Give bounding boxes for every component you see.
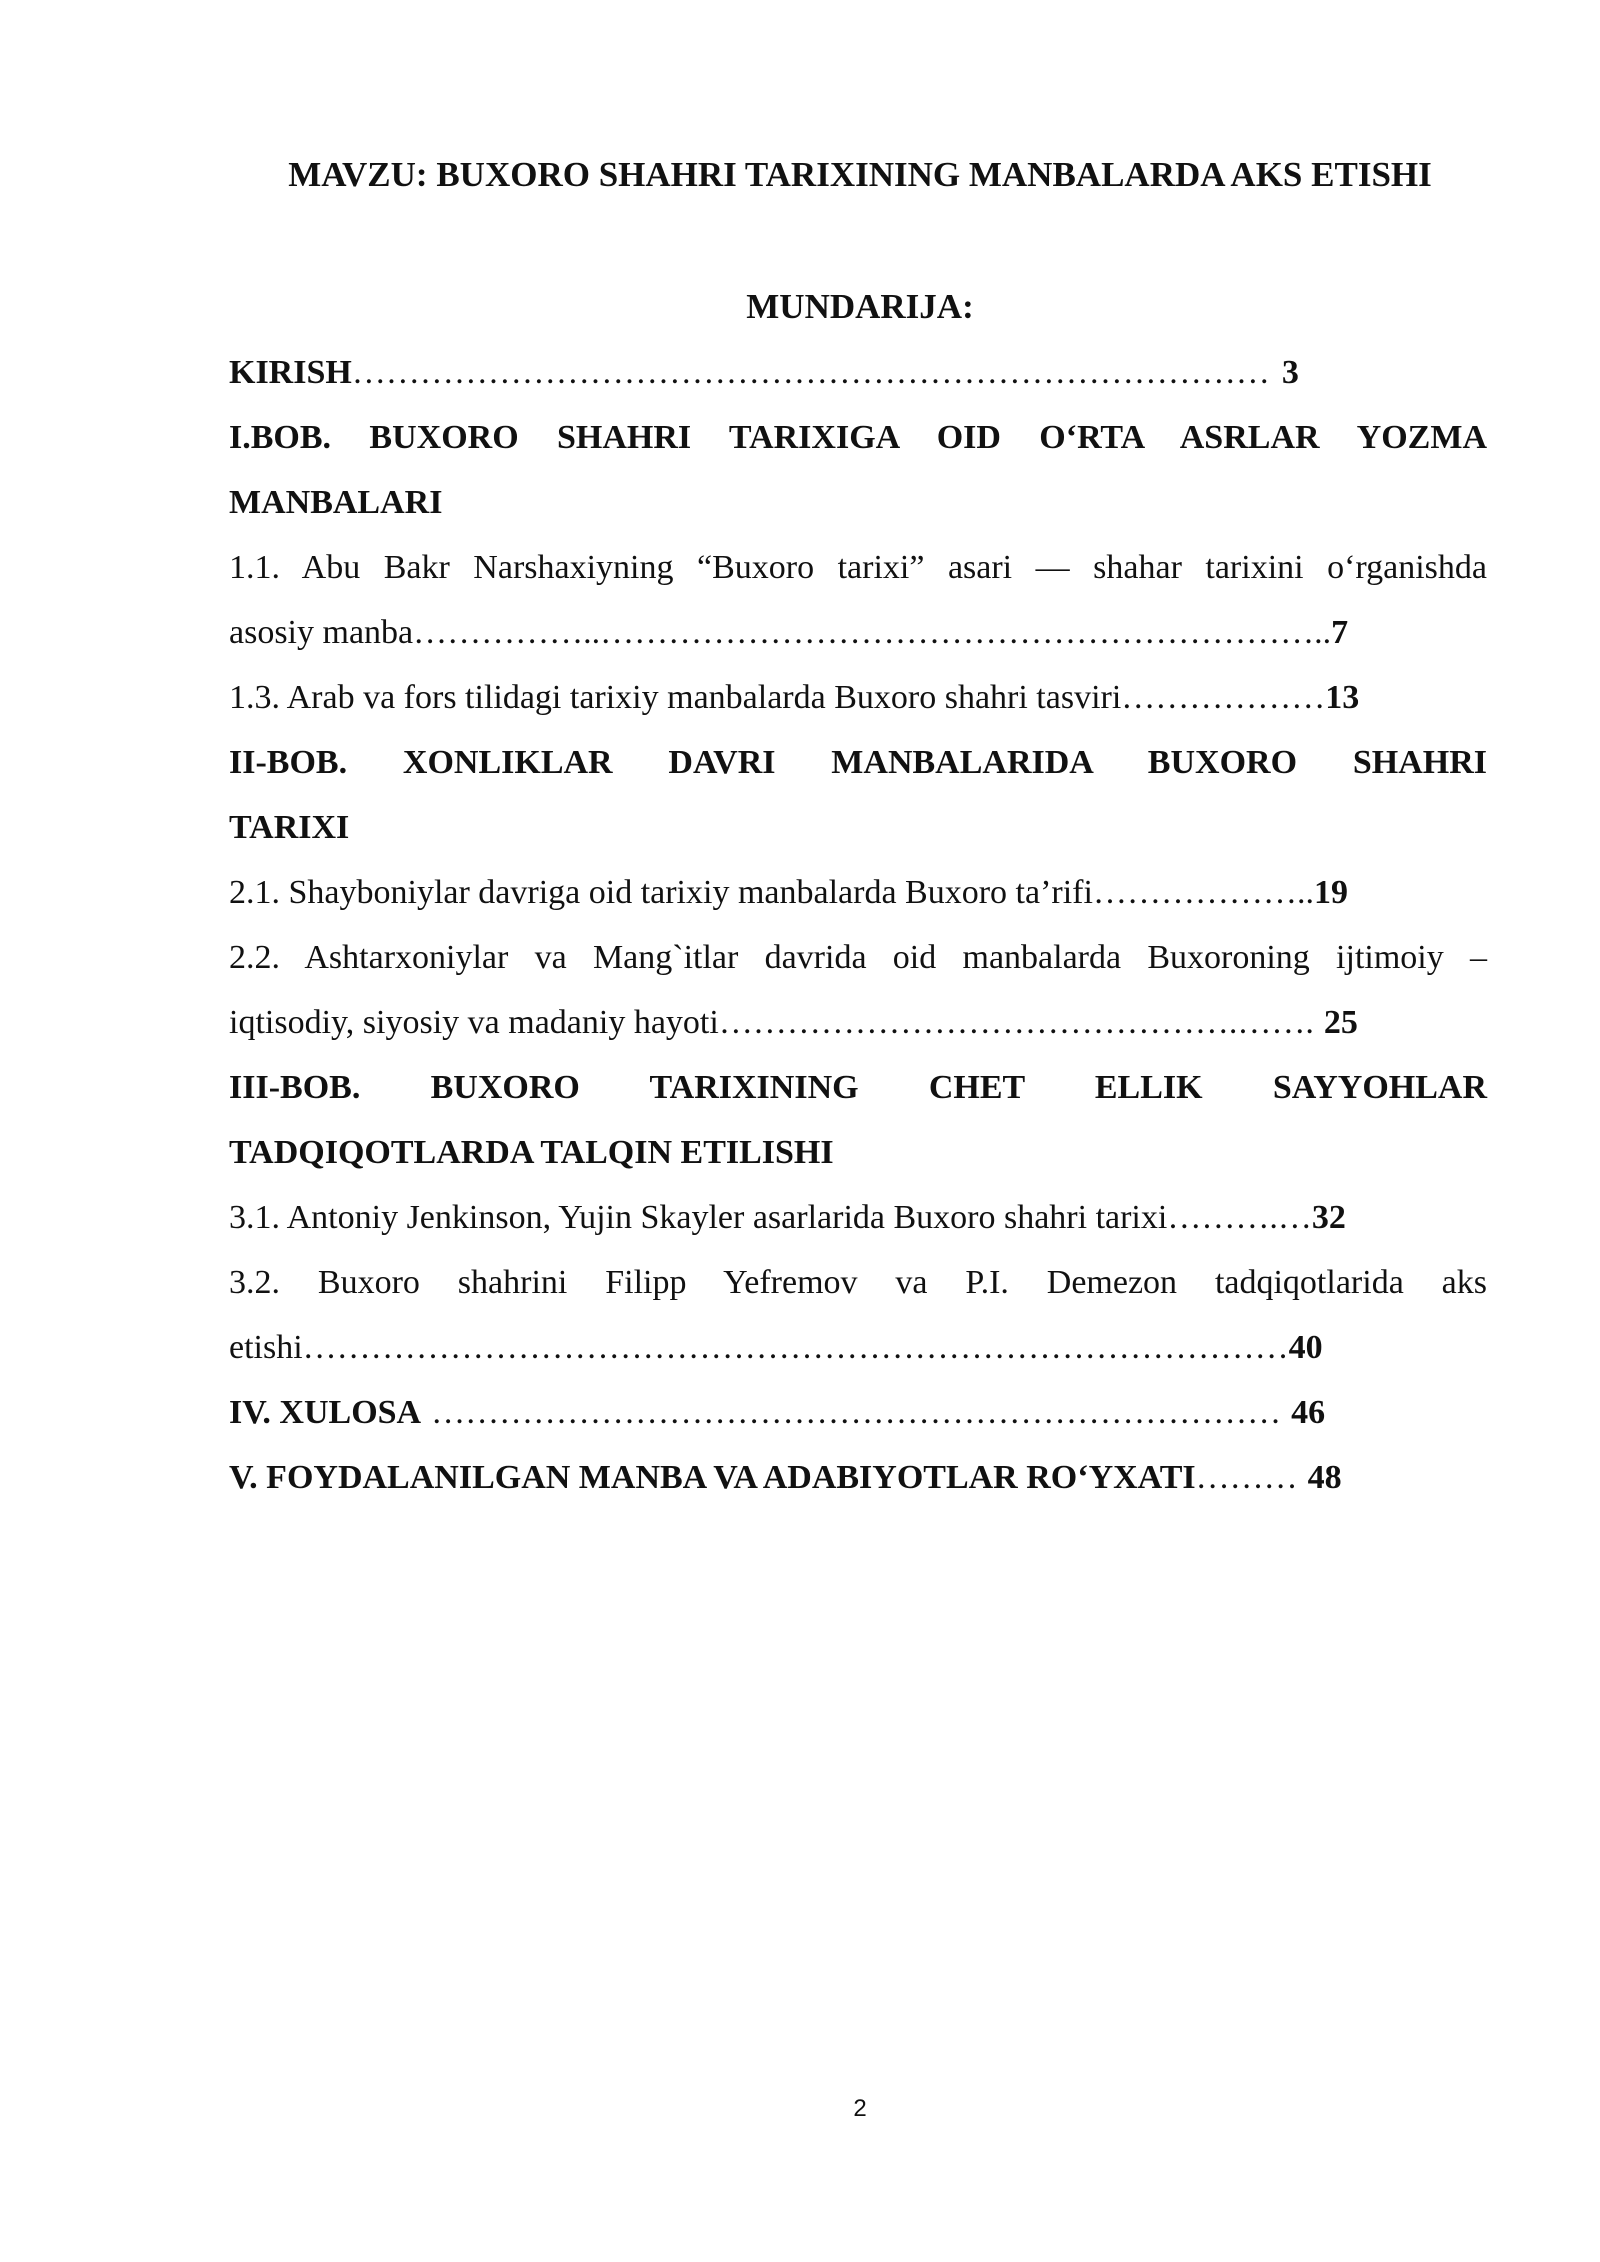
toc-section-title: 1.3. Arab va fors tilidagi tarixiy manbalarda Buxoro shahri tasviri <box>229 679 1122 716</box>
toc-leader-dots: ……………………………………………………………………… <box>351 354 1270 391</box>
toc-leader-dots: ……….… <box>1167 1199 1312 1236</box>
toc-page-number: 32 <box>1311 1199 1346 1236</box>
toc-section-title: 3.2. Buxoro shahrini Filipp Yefremov va P.I. Demezon tadqiqotlarida aks <box>229 1264 1487 1301</box>
toc-entry-adabiyotlar <box>229 1445 1487 1510</box>
toc-section-title: 2.2. Ashtarxoniylar va Mang`itlar davrida oid manbalarda Buxoroning ijtimoiy – <box>229 939 1487 976</box>
toc-section-title-continued: iqtisodiy, siyosiy va madaniy hayoti <box>229 1004 719 1041</box>
toc-section-title: 1.1. Abu Bakr Narshaxiyning “Buxoro tarixi” asari — shahar tarixini o‘rganishda <box>229 549 1487 586</box>
toc-page-number: 25 <box>1323 1004 1358 1041</box>
toc-leader-dots: …………………………………………………………………………… <box>302 1329 1289 1366</box>
toc-chapter-title: III-BOB. BUXORO TARIXINING CHET ELLIK SAYYOHLAR <box>229 1069 1487 1106</box>
toc-entry-xulosa <box>229 1380 1487 1445</box>
toc-section-3-2 <box>229 1250 1487 1380</box>
toc-chapter-title: II-BOB. XONLIKLAR DAVRI MANBALARIDA BUXORO SHAHRI <box>229 744 1487 781</box>
toc-section-title: 3.1. Antoniy Jenkinson, Yujin Skayler asarlarida Buxoro shahri tarixi <box>229 1199 1168 1236</box>
toc-section-1-1 <box>229 535 1487 665</box>
toc-section-title-continued: etishi <box>229 1329 303 1366</box>
toc-section-2-2 <box>229 925 1487 1055</box>
toc-leader-dots: ……… <box>1195 1459 1298 1496</box>
toc-page-number: 40 <box>1288 1329 1323 1366</box>
toc-entry-label: IV. XULOSA <box>229 1394 422 1431</box>
toc-page-number: 3 <box>1281 354 1299 391</box>
toc-chapter-2 <box>229 730 1487 860</box>
toc-leader-dots: ……………..……………………………………………………….. <box>413 614 1332 651</box>
toc-chapter-title: I.BOB. BUXORO SHAHRI TARIXIGA OID O‘RTA ASRLAR YOZMA <box>229 419 1487 456</box>
toc-leader-dots: ……………… <box>1121 679 1326 716</box>
toc-leader-dots: ……………….. <box>1092 874 1314 911</box>
toc-page-number: 7 <box>1331 614 1349 651</box>
toc-leader-dots: ……………………………………….……. <box>718 1004 1314 1041</box>
toc-heading: MUNDARIJA: <box>746 287 974 326</box>
toc-entry-label: KIRISH <box>229 354 352 391</box>
toc-section-title-continued: asosiy manba <box>229 614 414 651</box>
toc-page-number: 48 <box>1307 1459 1342 1496</box>
document-title: MAVZU: BUXORO SHAHRI TARIXINING MANBALARDA AKS ETISHI <box>288 155 1432 194</box>
toc-chapter-1 <box>229 405 1487 535</box>
toc-section-1-3 <box>229 665 1487 730</box>
toc-page-number: 19 <box>1313 874 1348 911</box>
toc-chapter-3 <box>229 1055 1487 1185</box>
toc-section-title: 2.1. Shayboniylar davriga oid tarixiy manbalarda Buxoro ta’rifi <box>229 874 1093 911</box>
toc-page-number: 13 <box>1325 679 1360 716</box>
toc-leader-dots: ………………………………………………………………… <box>431 1394 1282 1431</box>
toc-entry-label: V. FOYDALANILGAN MANBA VA ADABIYOTLAR RO‘YXATI <box>229 1459 1196 1496</box>
toc-chapter-title-continued: TARIXI <box>229 809 350 846</box>
toc-section-3-1 <box>229 1185 1487 1250</box>
toc-entry-kirish <box>229 340 1487 405</box>
toc-chapter-title-continued: TADQIQOTLARDA TALQIN ETILISHI <box>229 1134 834 1171</box>
toc-page-number: 46 <box>1291 1394 1326 1431</box>
toc-section-2-1 <box>229 860 1487 925</box>
table-of-contents <box>229 340 1487 1510</box>
page-number: 2 <box>853 2095 867 2122</box>
toc-chapter-title-continued: MANBALARI <box>229 484 443 521</box>
